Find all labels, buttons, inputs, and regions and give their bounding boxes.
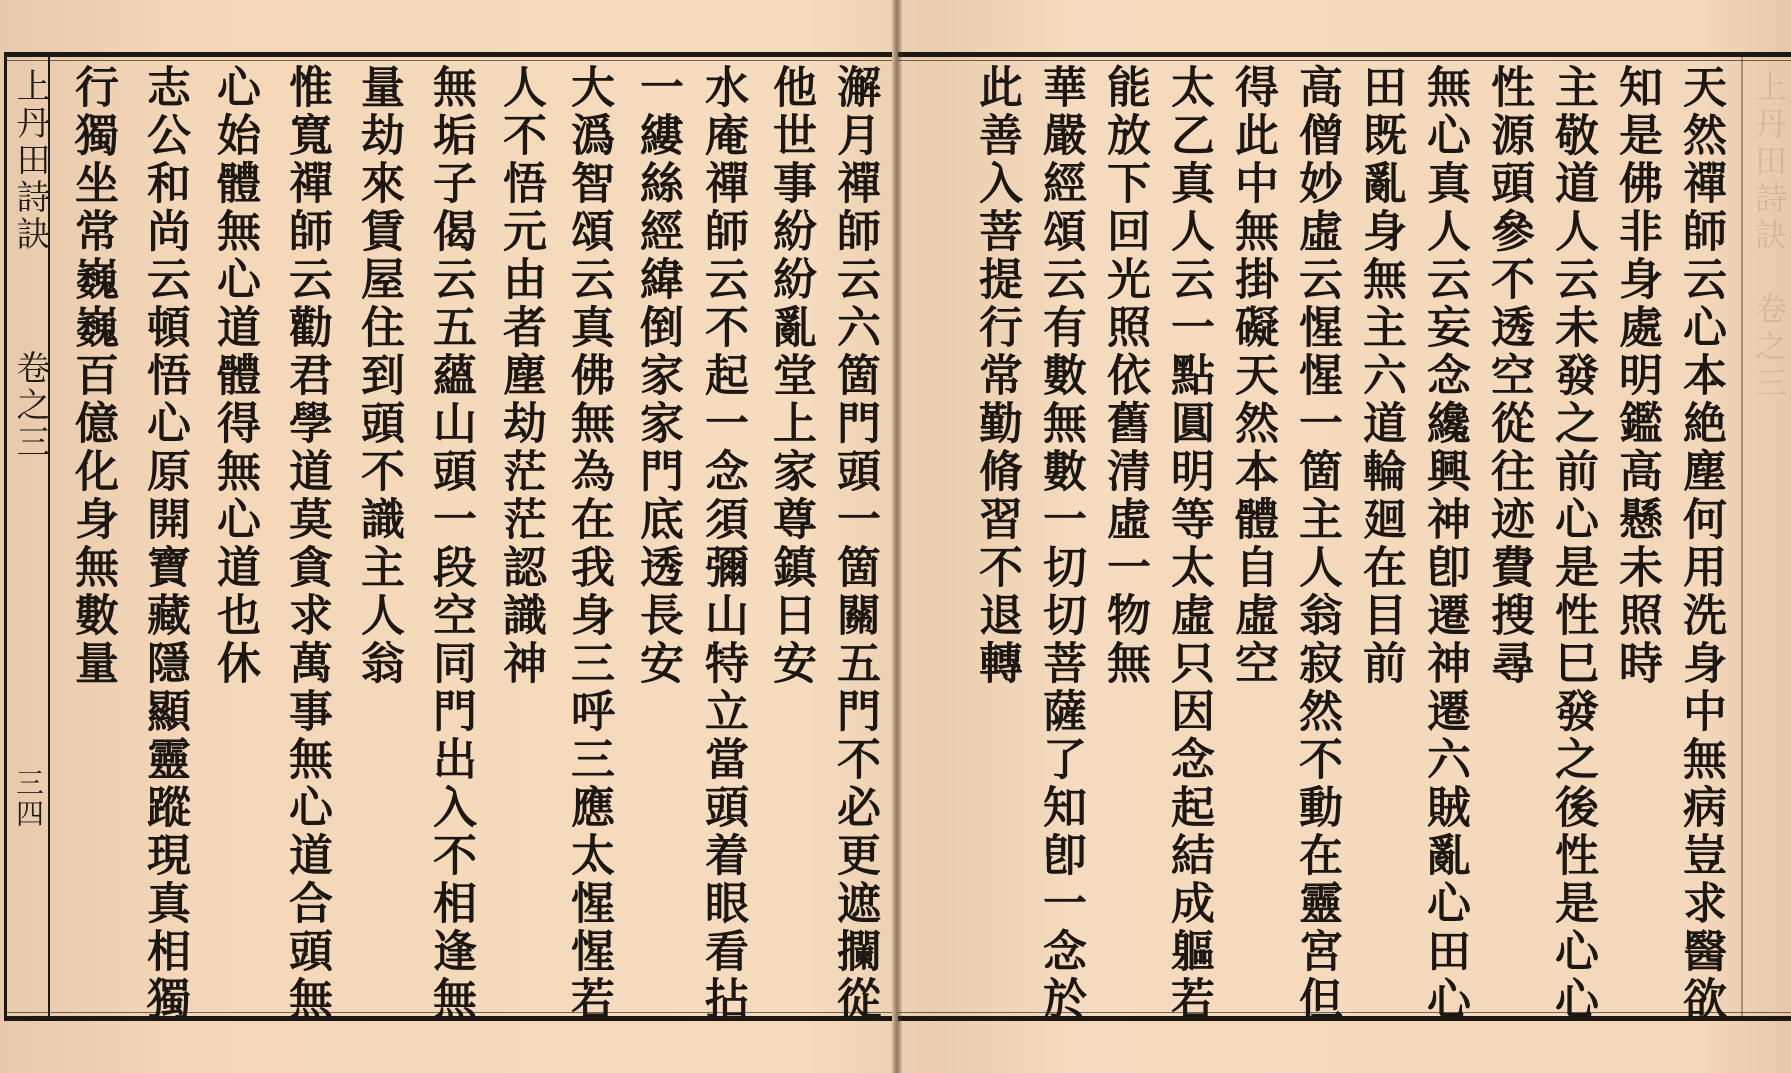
text-column: 澥月禪師云六箇門頭一箇關五門不必更遮攔從 <box>829 64 880 1024</box>
text-column: 他世事紛紛亂堂上家尊鎮日安 <box>765 64 816 688</box>
text-column: 行獨坐常巍巍百億化身無數量 <box>67 64 118 688</box>
text-column: 水庵禪師云不起一念須彌山特立當頭着眼看拈 <box>697 64 748 1024</box>
text-column: 能放下回光照依舊清虛一物無 <box>1099 64 1150 688</box>
top-border <box>898 52 1791 57</box>
right-page <box>898 0 1791 1073</box>
text-column: 華嚴經頌云有數無數一切切菩薩了知卽一念於 <box>1035 64 1086 1024</box>
text-column: 無心真人云妄念纔興神卽遷神遷六賊亂心田心 <box>1419 64 1470 1024</box>
text-column: 此善入菩提行常勤脩習不退轉 <box>971 64 1022 688</box>
text-column: 人不悟元由者塵劫茫茫認識神 <box>495 64 546 688</box>
bottom-border <box>898 1016 1791 1021</box>
text-column: 量劫來賃屋住到頭不識主人翁 <box>353 64 404 688</box>
text-column: 一縷絲經緯倒家家門底透長安 <box>632 64 683 688</box>
text-column: 惟寬禪師云勸君學道莫貪求萬事無心道合頭無 <box>281 64 332 1024</box>
text-column: 得此中無掛礙天然本體自虛空 <box>1227 64 1278 688</box>
text-column: 志公和尚云頓悟心原開寶藏隱顯靈蹤現真相獨 <box>139 64 190 1024</box>
text-column: 高僧妙虛云惺惺一箇主人翁寂然不動在靈宮但 <box>1291 64 1342 1024</box>
text-column: 知是佛非身處明鑑高懸未照時 <box>1611 64 1662 688</box>
book-title: 上丹田詩訣 <box>10 68 50 253</box>
top-border <box>4 52 892 57</box>
top-border-thin <box>4 60 892 61</box>
text-column: 無垢子偈云五蘊山頭一段空同門出入不相逢無 <box>425 64 476 1024</box>
volume-label: 卷之三 <box>10 350 50 461</box>
text-column: 田既亂身無主六道輪廻在目前 <box>1355 64 1406 688</box>
text-column: 性源頭參不透空從往迹費搜尋 <box>1483 64 1534 688</box>
text-column: 心始體無心道體得無心道也休 <box>209 64 260 688</box>
text-column: 太乙真人云一點圓明等太虛只因念起結成軀若 <box>1163 64 1214 1024</box>
text-column: 大潙智頌云真佛無為在我身三呼三應太惺惺若 <box>563 64 614 1024</box>
page-number: 三四 <box>12 768 45 830</box>
top-border-thin <box>898 60 1791 61</box>
margin-divider <box>1741 52 1743 1021</box>
bottom-border-thin <box>898 1012 1791 1013</box>
bleed-through-margin: 上丹田詩訣 卷之三 <box>1750 70 1788 403</box>
text-column: 天然禪師云心本絶塵何用洗身中無病豈求醫欲 <box>1675 64 1726 1024</box>
text-column: 主敬道人云未發之前心是性巳發之後性是心心 <box>1547 64 1598 1024</box>
